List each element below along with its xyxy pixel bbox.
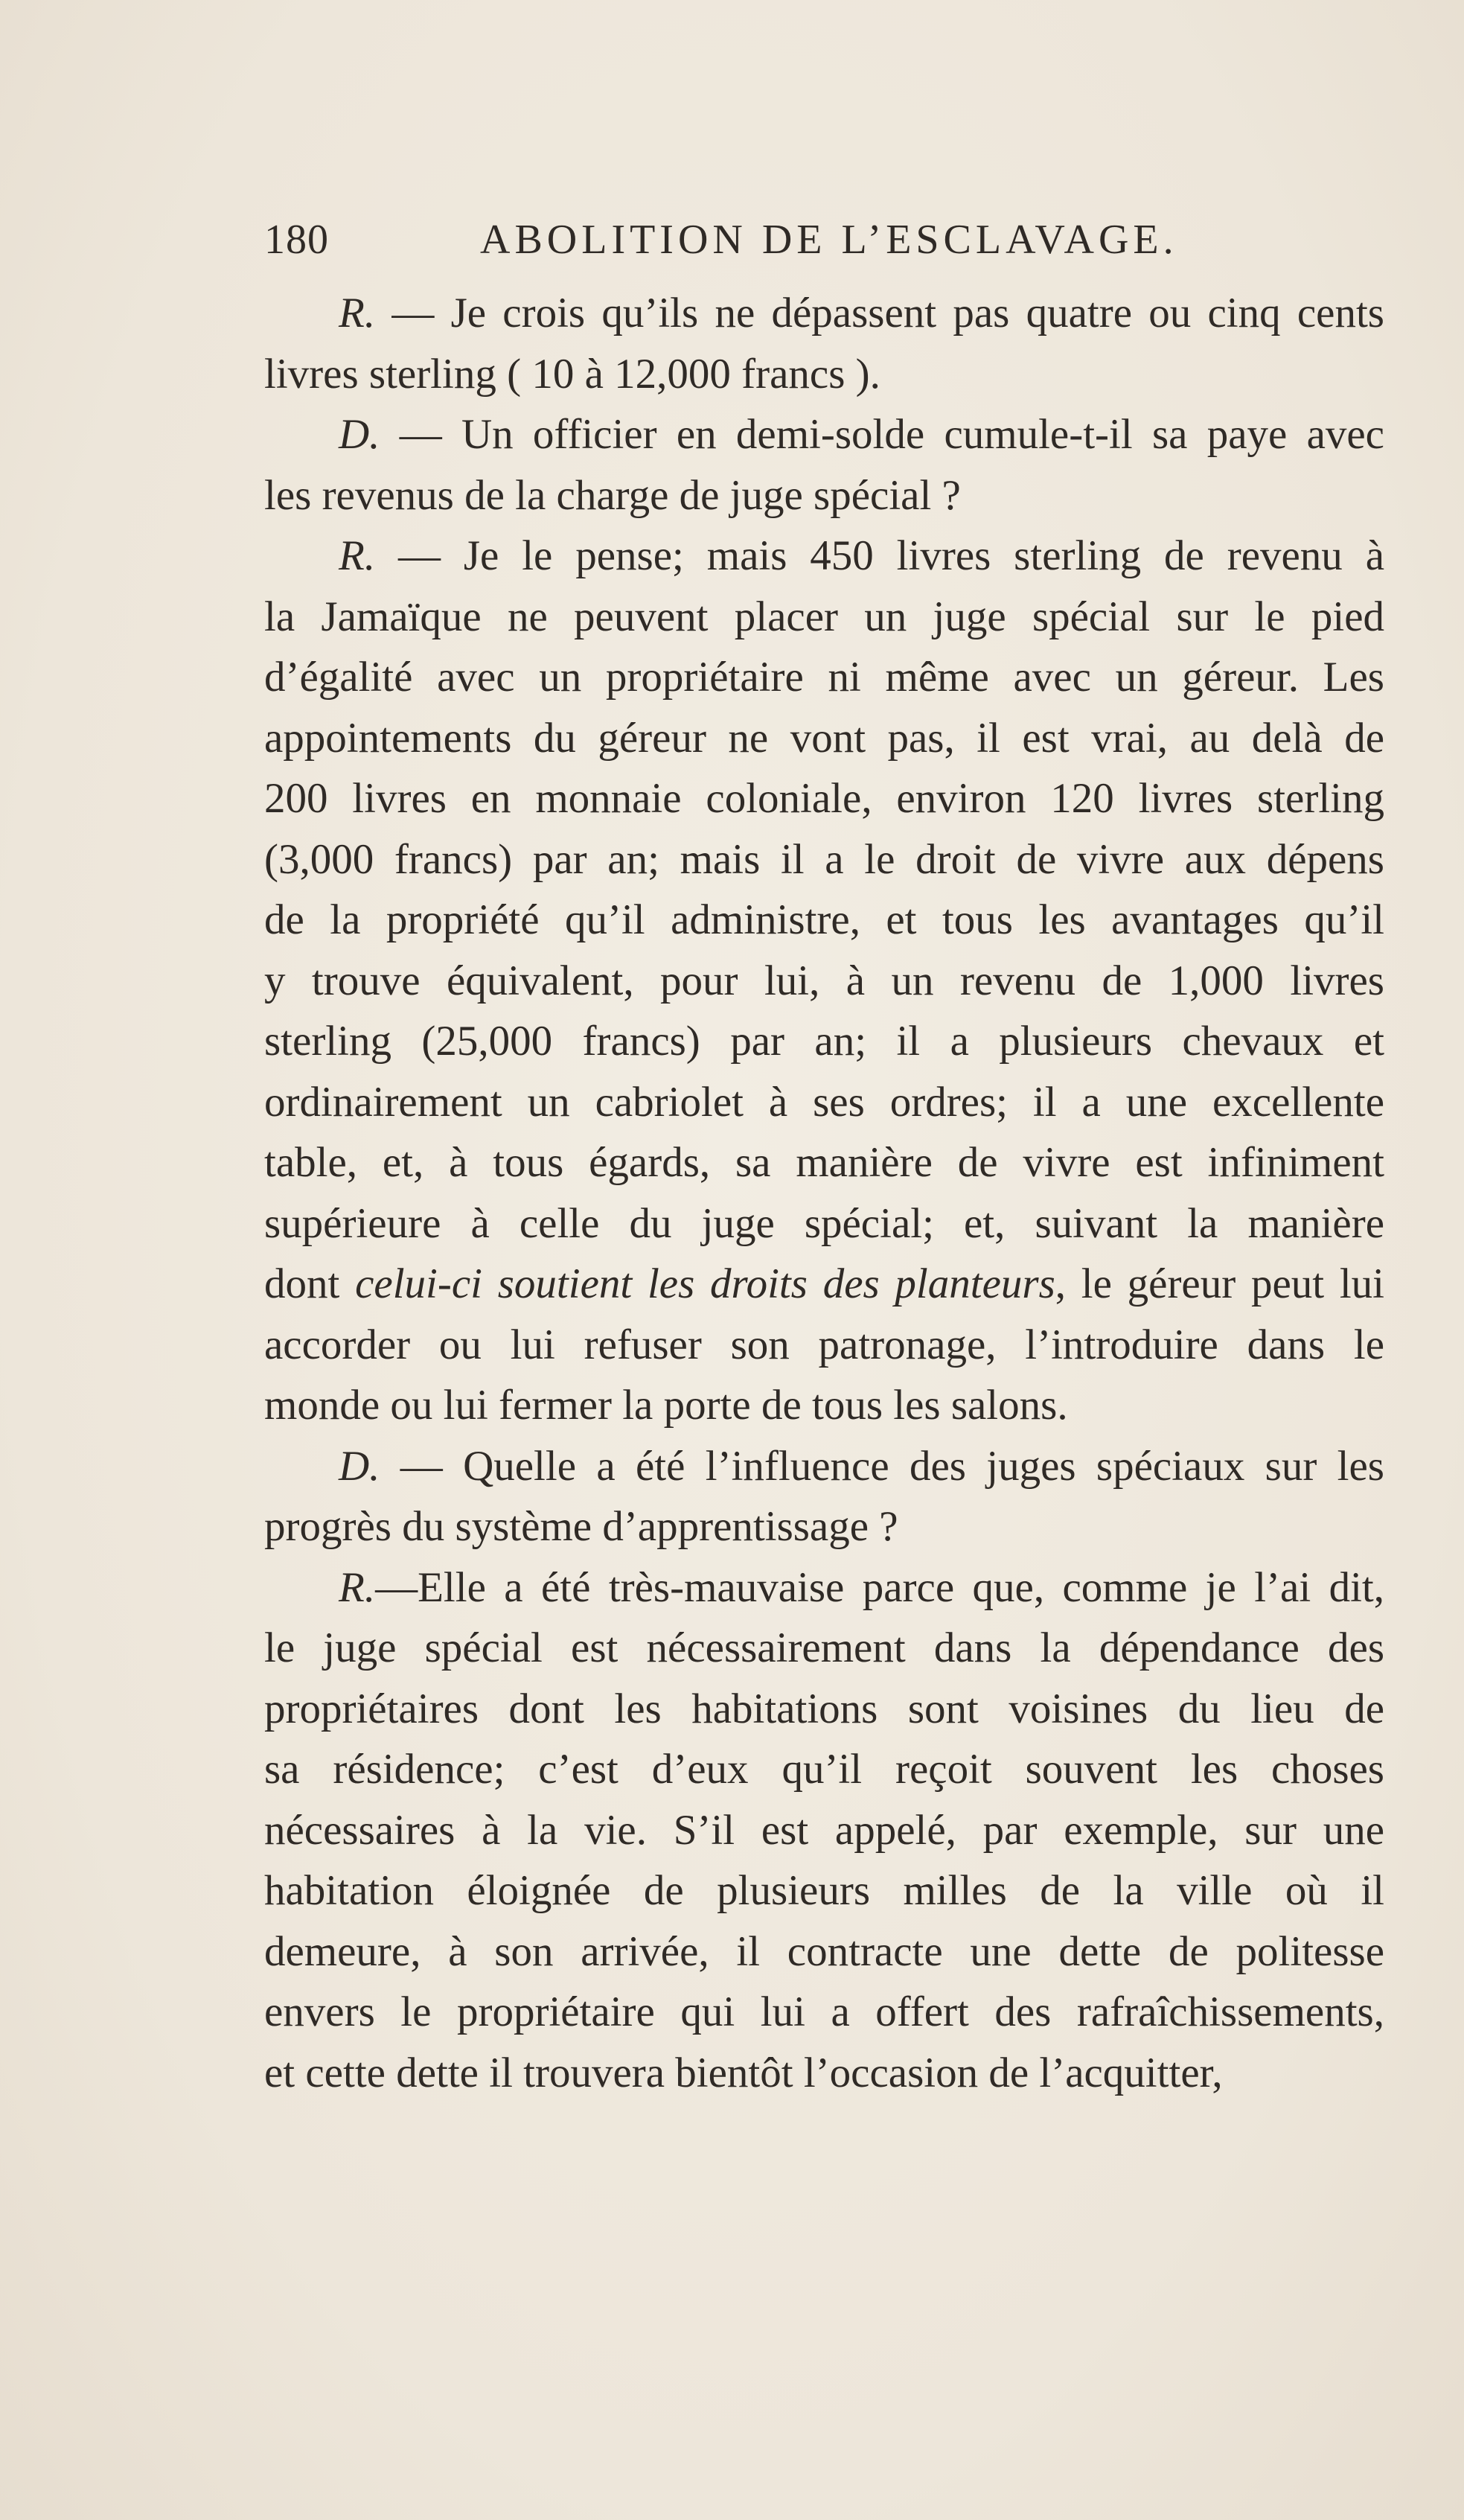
text-segment: envers le propriétaire qui lui a offert des rafraîchissements, [264, 1988, 1384, 2035]
speaker-label: R. [339, 532, 376, 579]
text-line [264, 1679, 1384, 1740]
paragraph [264, 283, 1384, 404]
text-segment: sterling (25,000 francs) par an; il a plusieurs chevaux et [264, 1018, 1384, 1065]
paragraph [264, 404, 1384, 526]
text-segment: et cette dette il trouvera bientôt l’occasion de l’acquitter, [264, 2049, 1223, 2096]
text-line [264, 1011, 1384, 1072]
text-segment: d’égalité avec un propriétaire ni même avec un géreur. Les [264, 654, 1384, 701]
text-line [264, 1375, 1384, 1436]
text-segment: de la propriété qu’il administre, et tous les avantages qu’il [264, 896, 1384, 943]
text-line [264, 587, 1384, 648]
text-segment: ordinairement un cabriolet à ses ordres; il a une excellente [264, 1078, 1384, 1126]
text-line [264, 465, 1384, 526]
text-segment: livres sterling ( 10 à 12,000 francs ). [264, 350, 880, 398]
text-segment: supérieure à celle du juge spécial; et, suivant la manière [264, 1199, 1384, 1247]
text-segment: demeure, à son arrivée, il contracte une dette de politesse [264, 1927, 1384, 1975]
text-line [264, 1557, 1384, 1618]
speaker-label: D. [339, 1442, 380, 1490]
text-segment: table, et, à tous égards, sa manière de vivre est infiniment [264, 1139, 1384, 1186]
text-segment: —Elle a été très-mauvaise parce que, comme je l’ai dit, [375, 1563, 1384, 1611]
text-line [264, 1739, 1384, 1800]
text-line [264, 1921, 1384, 1982]
text-line [264, 283, 1384, 344]
text-segment: progrès du système d’apprentissage ? [264, 1503, 898, 1550]
text-segment: monde ou lui fermer la porte de tous les salons. [264, 1382, 1068, 1429]
text-line [264, 1254, 1384, 1315]
text-segment: , le géreur peut lui [1055, 1260, 1385, 1307]
text-segment: dont [264, 1260, 356, 1307]
text-line [264, 1860, 1384, 1921]
speaker-label: R. [339, 1563, 376, 1611]
text-line [264, 1800, 1384, 1861]
text-line [264, 1982, 1384, 2043]
text-line [264, 1618, 1384, 1679]
text-segment: propriétaires dont les habitations sont voisines du lieu de [264, 1685, 1384, 1732]
text-segment: accorder ou lui refuser son patronage, l’introduire dans le [264, 1321, 1384, 1368]
text-line [264, 829, 1384, 890]
text-line [264, 404, 1384, 465]
paragraph [264, 526, 1384, 1436]
text-line [264, 1072, 1384, 1133]
italic-phrase: celui-ci soutient les droits des planteurs [355, 1260, 1055, 1307]
text-segment: appointements du géreur ne vont pas, il est vrai, au delà de [264, 714, 1384, 762]
text-line [264, 2043, 1384, 2104]
text-segment: (3,000 francs) par an; mais il a le droit de vivre aux dépens [264, 835, 1384, 883]
text-segment: nécessaires à la vie. S’il est appelé, par exemple, sur une [264, 1806, 1384, 1854]
text-segment: la Jamaïque ne peuvent placer un juge spécial sur le pied [264, 593, 1384, 640]
text-segment: les revenus de la charge de juge spécial ? [264, 471, 961, 519]
text-line [264, 1315, 1384, 1376]
text-line [264, 768, 1384, 829]
text-line [264, 951, 1384, 1012]
text-line [264, 647, 1384, 708]
running-title: ABOLITION DE L’ESCLAVAGE. [480, 217, 1178, 263]
text-line [264, 1193, 1384, 1254]
text-segment: — Un officier en demi-solde cumule-t-il sa paye avec [380, 411, 1384, 458]
speaker-label: R. [339, 290, 376, 336]
text-segment: — Je le pense; mais 450 livres sterling de revenu à [375, 532, 1384, 579]
body-text [264, 283, 1384, 2103]
text-line [264, 708, 1384, 769]
text-segment: — Quelle a été l’influence des juges spéciaux sur les [380, 1442, 1384, 1490]
text-line [264, 890, 1384, 951]
text-segment: habitation éloignée de plusieurs milles de la ville où il [264, 1867, 1384, 1914]
text-segment: sa résidence; c’est d’eux qu’il reçoit souvent les choses [264, 1746, 1384, 1793]
text-segment: — Je crois qu’ils ne dépassent pas quatre ou cinq cents [375, 290, 1384, 336]
text-segment: y trouve équivalent, pour lui, à un revenu de 1,000 livres [264, 957, 1384, 1004]
text-segment: le juge spécial est nécessairement dans la dépendance des [264, 1624, 1384, 1671]
text-line [264, 1436, 1384, 1497]
text-line [264, 526, 1384, 587]
text-segment: 200 livres en monnaie coloniale, environ 120 livres sterling [264, 775, 1384, 822]
page-header [264, 216, 1311, 275]
text-line [264, 344, 1384, 405]
text-line [264, 1132, 1384, 1193]
page-number: 180 [264, 217, 329, 263]
paragraph [264, 1557, 1384, 2104]
text-line [264, 1496, 1384, 1557]
speaker-label: D. [339, 411, 380, 458]
paragraph [264, 1436, 1384, 1557]
